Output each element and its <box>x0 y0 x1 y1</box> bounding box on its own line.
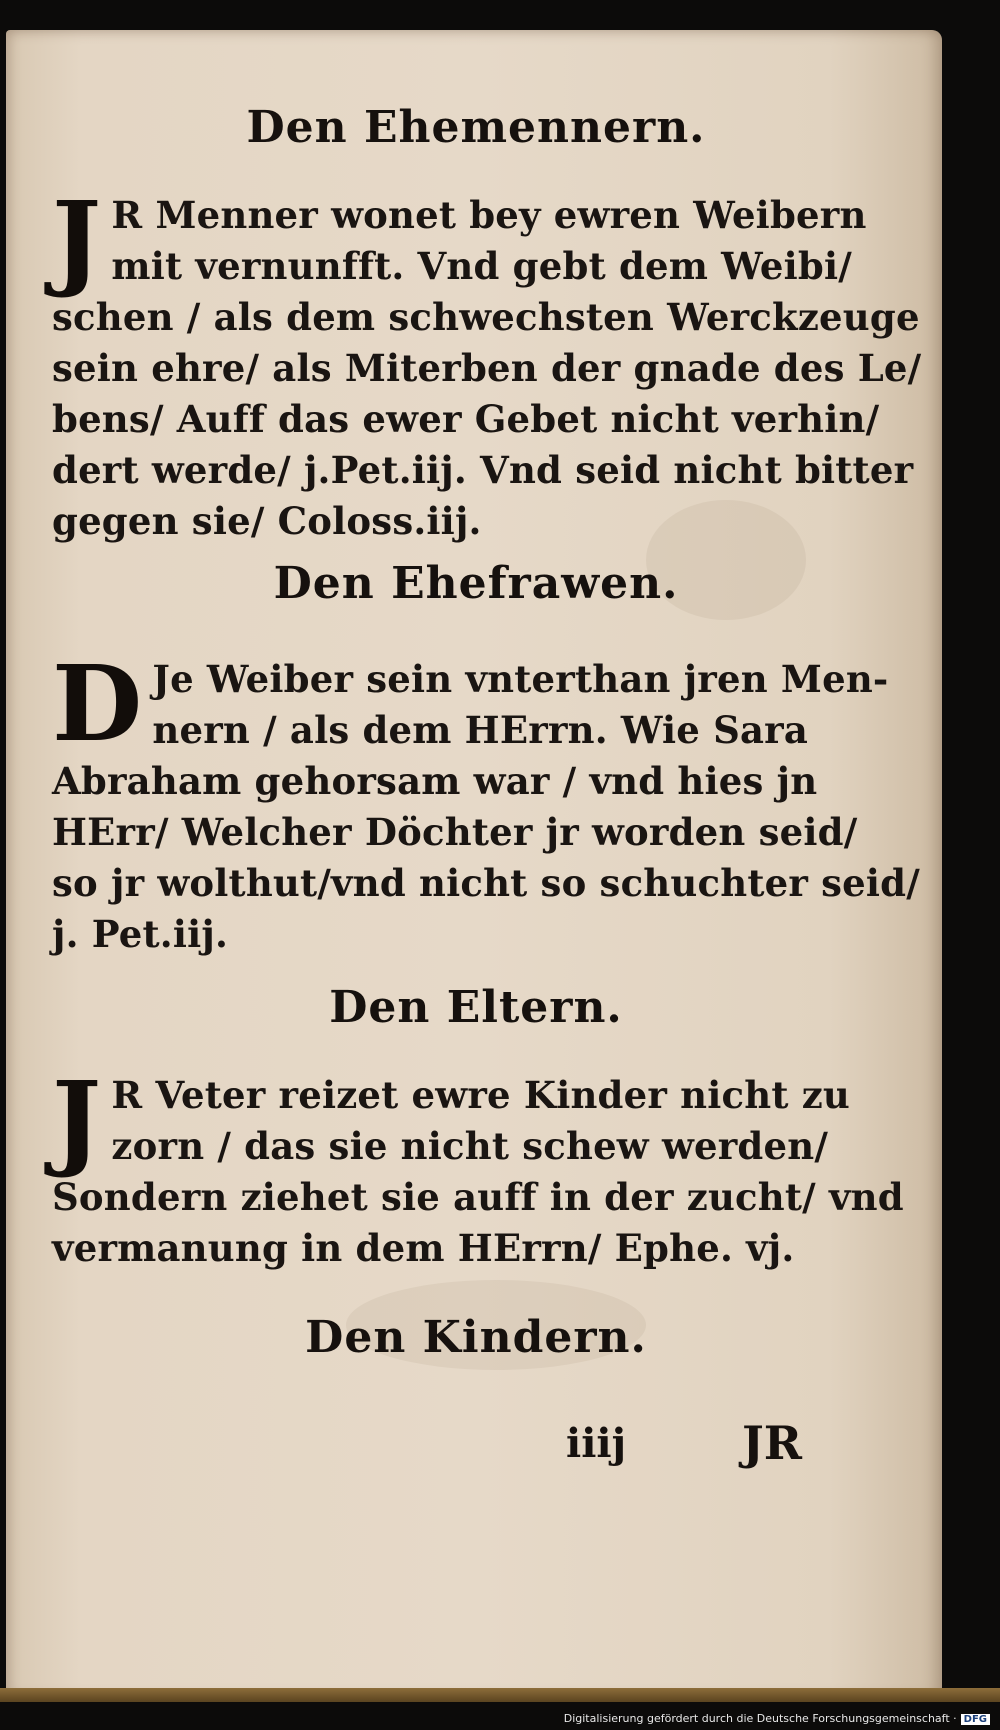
text-line: nern / als dem HErrn. Wie Sara <box>152 708 809 752</box>
text-line: schen / als dem schwechsten Werckzeuge <box>52 295 920 339</box>
text-line: zorn / das sie nicht schew werden/ <box>111 1124 829 1168</box>
book-page <box>6 30 942 1698</box>
text-line: Sondern ziehet sie auff in der zucht/ vnd <box>52 1175 904 1219</box>
text-line: HErr/ Welcher Döchter jr worden seid/ <box>52 810 858 854</box>
drop-cap: J <box>52 178 102 301</box>
paragraph-ehefrawen <box>52 642 920 960</box>
text-line: R Menner wonet bey ewren Weibern <box>111 193 867 237</box>
section-heading-ehefrawen: Den Ehefrawen. <box>273 558 679 609</box>
text-line: vermanung in dem HErrn/ Ephe. vj. <box>52 1226 795 1270</box>
text-line: Je Weiber sein vnterthan jren Men- <box>152 657 889 701</box>
paragraph-eltern <box>52 1058 904 1274</box>
text-line: bens/ Auff das ewer Gebet nicht verhin/ <box>52 397 880 441</box>
section-heading-kindern: Den Kindern. <box>305 1312 647 1363</box>
signature-mark: iiij <box>566 1420 627 1467</box>
text-line: Abraham gehorsam war / vnd hies jn <box>52 759 818 803</box>
text-line: so jr wolthut/vnd nicht so schuchter seid/ <box>52 861 920 905</box>
drop-cap: D <box>52 642 143 765</box>
dfg-logo: DFG <box>961 1714 990 1725</box>
section-heading-ehemennern: Den Ehemennern. <box>246 102 706 153</box>
book-edge <box>0 1688 1000 1702</box>
catchword: JR <box>742 1416 802 1470</box>
drop-cap: J <box>52 1058 102 1181</box>
digitization-credit <box>564 1712 990 1725</box>
text-line: sein ehre/ als Miterben der gnade des Le/ <box>52 346 922 390</box>
credit-text: Digitalisierung gefördert durch die Deutsche Forschungsgemeinschaft · <box>563 1712 957 1725</box>
text-line: j. Pet.iij. <box>52 912 229 956</box>
paragraph-ehemennern <box>52 178 922 547</box>
section-heading-eltern: Den Eltern. <box>329 982 623 1033</box>
text-line: mit vernunfft. Vnd gebt dem Weibi/ <box>111 244 852 288</box>
text-line: R Veter reizet ewre Kinder nicht zu <box>111 1073 851 1117</box>
text-line: gegen sie/ Coloss.iij. <box>52 499 482 543</box>
text-line: dert werde/ j.Pet.iij. Vnd seid nicht bitter <box>52 448 914 492</box>
